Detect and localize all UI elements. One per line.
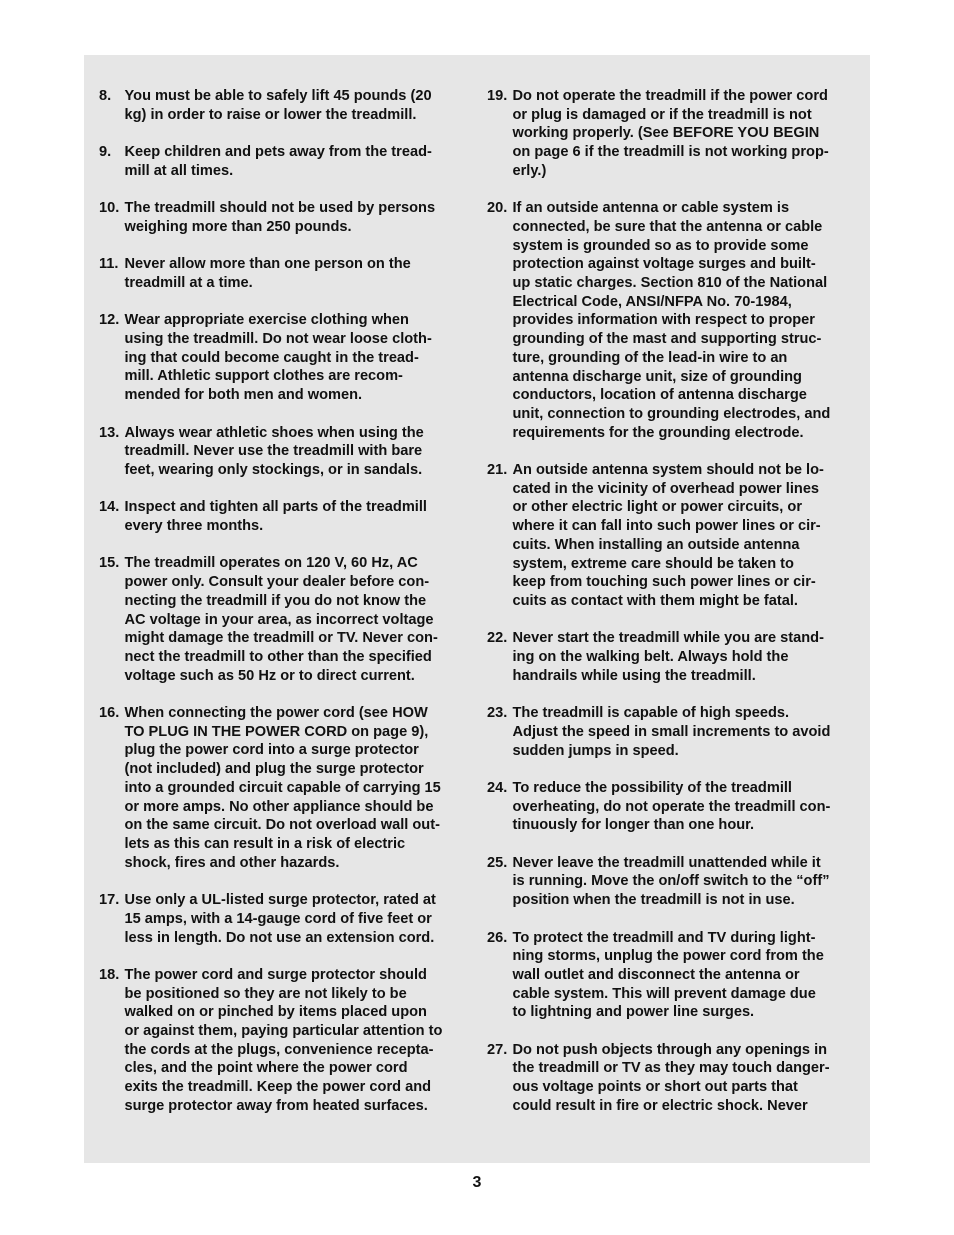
item-text-line: cuits as contact with them might be fatal.	[512, 592, 798, 609]
item-text-line: or against them, paying particular attention to	[124, 1023, 443, 1039]
item-text-line: mill. Athletic support clothes are recom-	[124, 368, 403, 385]
item-text-line: Keep children and pets away from the tread-	[124, 144, 432, 161]
item-text-line: 15 amps, with a 14-gauge cord of five feet or	[124, 910, 432, 927]
item-text-line: Use only a UL-listed surge protector, rated at	[124, 892, 436, 909]
item-text-line: kg) in order to raise or lower the treadmill.	[124, 106, 417, 123]
item-text	[513, 461, 858, 611]
item-text-line: exits the treadmill. Keep the power cord and	[124, 1079, 432, 1096]
item-text-line: every three months.	[124, 518, 264, 535]
safety-item	[99, 891, 469, 947]
item-text	[513, 629, 858, 685]
item-number: 9.	[99, 144, 112, 161]
item-text-line: might damage the treadmill or TV. Never con-	[124, 630, 438, 647]
item-number: 13.	[99, 424, 120, 441]
item-text-line: lets as this can result in a risk of electric	[124, 836, 406, 852]
item-text	[513, 704, 858, 760]
item-text-line: plug the power cord into a surge protector	[124, 742, 419, 759]
safety-item	[99, 498, 469, 535]
item-text-line: shock, fires and other hazards.	[124, 854, 340, 871]
item-text	[125, 554, 470, 685]
item-text	[513, 779, 858, 835]
item-text-line: cles, and the point where the power cord	[124, 1060, 408, 1077]
item-text-line: mill at all times.	[124, 162, 234, 179]
item-text-line: ous voltage points or short out parts that	[512, 1079, 798, 1096]
item-number: 25.	[487, 854, 508, 871]
item-text-line: or more amps. No other appliance should be	[124, 798, 434, 815]
item-text-line: Never start the treadmill while you are stand-	[512, 630, 824, 647]
safety-item	[99, 554, 469, 685]
item-number: 21.	[487, 462, 508, 479]
item-text-line: the cords at the plugs, convenience recepta-	[124, 1041, 434, 1058]
item-text-line: cated in the vicinity of overhead power lines	[512, 480, 820, 497]
item-text-line: system is grounded so as to provide some	[512, 237, 809, 254]
safety-item	[99, 143, 469, 180]
item-text-line: Adjust the speed in small increments to avoid	[512, 723, 831, 740]
item-number: 27.	[487, 1041, 508, 1058]
item-text-line: Electrical Code, ANSI/NFPA No. 70-1984,	[512, 293, 792, 310]
item-text-line: requirements for the grounding electrode.	[512, 424, 804, 441]
item-text-line: TO PLUG IN THE POWER CORD on page 9),	[124, 723, 429, 740]
item-text-line: walked on or pinched by items placed upon	[124, 1004, 427, 1021]
item-text-line: unit, connection to grounding electrodes, and	[512, 405, 831, 422]
item-text-line: ing that could become caught in the tread-	[124, 349, 419, 366]
item-text-line: You must be able to safely lift 45 pounds (20	[124, 88, 432, 104]
item-text-line: position when the treadmill is not in use.	[512, 892, 795, 909]
item-text-line: conductors, location of antenna discharge	[512, 387, 807, 404]
item-text-line: treadmill at a time.	[124, 274, 253, 291]
item-number: 20.	[487, 200, 508, 217]
item-text-line: overheating, do not operate the treadmill con-	[512, 798, 831, 815]
item-text	[125, 255, 470, 292]
item-text-line: less in length. Do not use an extension cord.	[124, 929, 435, 946]
item-text	[513, 929, 858, 1023]
item-number: 24.	[487, 779, 508, 796]
item-text-line: Always wear athletic shoes when using the	[124, 424, 424, 441]
item-text	[125, 498, 470, 535]
item-text	[125, 311, 470, 405]
item-text-line: erly.)	[512, 162, 547, 179]
item-text-line: necting the treadmill if you do not know the	[124, 592, 427, 609]
item-text-line: An outside antenna system should not be lo-	[512, 462, 824, 479]
item-number: 19.	[487, 88, 508, 104]
item-text-line: could result in fire or electric shock. Never	[512, 1097, 808, 1114]
item-number: 18.	[99, 966, 120, 983]
item-text	[125, 199, 470, 236]
item-number: 10.	[99, 200, 120, 217]
item-text	[513, 1041, 858, 1116]
item-number: 8.	[99, 88, 112, 104]
safety-item	[487, 854, 857, 910]
item-text-line: Do not push objects through any openings in	[512, 1041, 828, 1058]
safety-item	[487, 1041, 857, 1116]
item-text-line: The power cord and surge protector should	[124, 966, 427, 983]
item-text-line: The treadmill should not be used by persons	[124, 200, 436, 217]
item-text-line: Inspect and tighten all parts of the treadmill	[124, 499, 427, 516]
item-text	[125, 424, 470, 480]
safety-item	[99, 424, 469, 480]
item-text-line: surge protector away from heated surfaces.	[124, 1097, 428, 1114]
item-text	[125, 966, 470, 1116]
item-number: 12.	[99, 312, 120, 329]
item-text-line: AC voltage in your area, as incorrect voltage	[124, 611, 434, 628]
item-text-line: The treadmill operates on 120 V, 60 Hz, AC	[124, 555, 418, 572]
item-text-line: feet, wearing only stockings, or in sandals.	[124, 461, 423, 478]
item-text-line: where it can fall into such power lines or cir-	[512, 518, 821, 535]
item-number: 26.	[487, 929, 508, 946]
item-text-line: wall outlet and disconnect the antenna or	[512, 966, 800, 983]
item-text-line: antenna discharge unit, size of grounding	[512, 368, 802, 385]
item-number: 15.	[99, 555, 120, 572]
item-number: 17.	[99, 892, 120, 909]
item-text-line: (not included) and plug the surge protector	[124, 761, 424, 778]
item-text-line: up static charges. Section 810 of the National	[512, 275, 828, 292]
item-text-line: Never leave the treadmill unattended while it	[512, 854, 821, 871]
item-number: 11.	[99, 256, 119, 273]
item-text-line: nect the treadmill to other than the specified	[124, 648, 432, 665]
item-text	[125, 143, 470, 180]
item-text-line: When connecting the power cord (see HOW	[124, 705, 428, 722]
item-number: 14.	[99, 499, 120, 516]
left-column	[99, 87, 469, 1134]
item-text-line: The treadmill is capable of high speeds.	[512, 705, 790, 722]
item-text-line: protection against voltage surges and built-	[512, 256, 816, 273]
item-text-line: To reduce the possibility of the treadmill	[512, 779, 792, 796]
item-text-line: To protect the treadmill and TV during light-	[512, 929, 816, 946]
safety-item	[487, 199, 857, 442]
item-text-line: on the same circuit. Do not overload wall out-	[124, 817, 440, 834]
item-text	[513, 87, 858, 181]
safety-item	[99, 255, 469, 292]
safety-item	[487, 929, 857, 1023]
safety-item	[487, 779, 857, 835]
item-text	[125, 87, 470, 124]
safety-item	[99, 704, 469, 872]
safety-item	[99, 966, 469, 1116]
item-text-line: be positioned so they are not likely to be	[124, 985, 407, 1002]
item-text-line: sudden jumps in speed.	[512, 742, 679, 759]
safety-item	[487, 461, 857, 611]
page-number: 3	[472, 1174, 482, 1191]
right-column	[487, 87, 857, 1134]
item-text-line: If an outside antenna or cable system is	[512, 200, 790, 217]
safety-item	[487, 704, 857, 760]
item-text	[513, 854, 858, 910]
safety-item	[487, 87, 857, 181]
item-text-line: or other electric light or power circuits, or	[512, 499, 803, 516]
item-text-line: Do not operate the treadmill if the power cord	[512, 88, 828, 104]
item-text-line: is running. Move the on/off switch to the “off”	[512, 873, 830, 890]
safety-item	[99, 199, 469, 236]
item-text-line: grounding of the mast and supporting struc-	[512, 331, 822, 348]
item-text-line: or plug is damaged or if the treadmill is not	[512, 106, 812, 123]
item-text-line: voltage such as 50 Hz or to direct current.	[124, 667, 415, 684]
item-text-line: power only. Consult your dealer before con-	[124, 574, 430, 591]
item-text-line: system, extreme care should be taken to	[512, 555, 794, 572]
item-number: 22.	[487, 630, 508, 647]
item-text-line: keep from touching such power lines or cir-	[512, 574, 816, 591]
item-text-line: handrails while using the treadmill.	[512, 667, 756, 684]
safety-item	[99, 87, 469, 124]
item-text-line: mended for both men and women.	[124, 387, 363, 404]
item-text-line: using the treadmill. Do not wear loose cloth-	[124, 331, 432, 348]
item-text-line: provides information with respect to proper	[512, 312, 815, 329]
safety-item	[487, 629, 857, 685]
item-text-line: ture, grounding of the lead-in wire to an	[512, 349, 788, 366]
item-text	[125, 704, 470, 872]
item-text-line: tinuously for longer than one hour.	[512, 817, 755, 834]
item-text-line: Wear appropriate exercise clothing when	[124, 312, 409, 329]
item-text-line: the treadmill or TV as they may touch danger-	[512, 1060, 830, 1077]
item-text	[513, 199, 858, 442]
item-number: 23.	[487, 705, 508, 722]
item-text-line: cuits. When installing an outside antenna	[512, 536, 800, 553]
item-text-line: into a grounded circuit capable of carrying 15	[124, 779, 441, 796]
item-text-line: cable system. This will prevent damage due	[512, 985, 816, 1002]
safety-item	[99, 311, 469, 405]
item-text-line: ning storms, unplug the power cord from the	[512, 948, 824, 965]
item-text-line: to lightning and power line surges.	[512, 1004, 755, 1021]
item-text-line: ing on the walking belt. Always hold the	[512, 649, 789, 666]
item-text-line: Never allow more than one person on the	[124, 256, 411, 273]
item-text-line: connected, be sure that the antenna or cable	[512, 218, 823, 235]
item-text-line: working properly. (See BEFORE YOU BEGIN	[512, 125, 820, 142]
item-number: 16.	[99, 705, 120, 722]
item-text-line: weighing more than 250 pounds.	[124, 218, 352, 235]
item-text-line: on page 6 if the treadmill is not working prop-	[512, 144, 829, 161]
item-text	[125, 891, 470, 947]
item-text-line: treadmill. Never use the treadmill with bare	[124, 443, 423, 460]
